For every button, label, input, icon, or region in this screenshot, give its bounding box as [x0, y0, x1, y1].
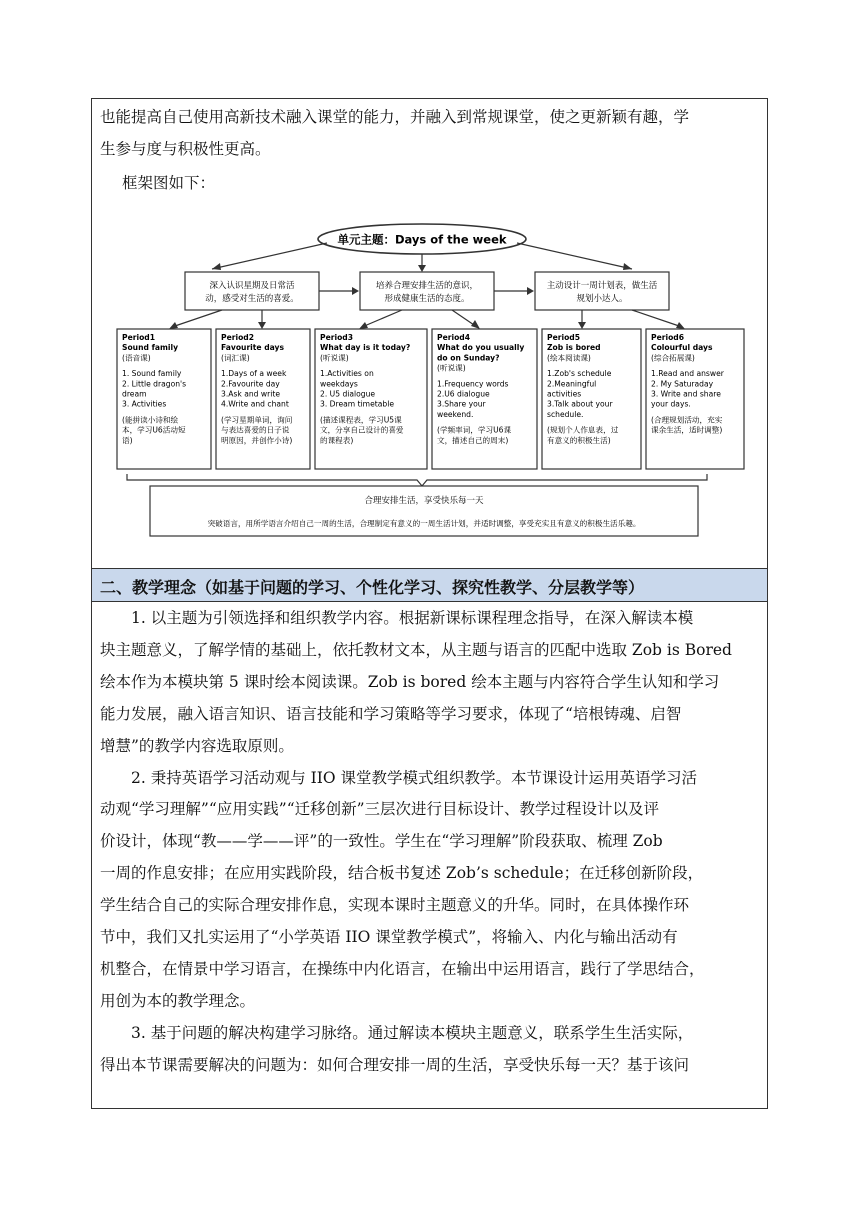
period-6-line: 3. Write and share [651, 389, 721, 399]
summary-text: 突破语言，用所学语言介绍自己一周的生活，合理制定有意义的一周生活计划，并适时调整，享受充实且有意义的积极生活乐趣。 [207, 519, 641, 528]
section-2-line: 增慧”的教学内容选取原则。 [100, 736, 294, 755]
period-5-line: (绘本阅读课) [547, 353, 591, 363]
section-2-line: 价设计，体现“教——学——评”的一致性。学生在“学习理解”阶段获取、梳理 Zob [100, 832, 663, 851]
period-2-line: 2.Favourite day [221, 379, 280, 389]
period-1-line: Sound family [122, 343, 179, 353]
period-2-line: 明原因，并创作小诗) [221, 435, 293, 445]
section-2-line: 一周的作息安排；在应用实践阶段，结合板书复述 Zob’s schedule；在迁移创新阶段， [100, 864, 704, 883]
section-2-line: 块主题意义，了解学情的基础上，依托教材文本，从主题与语言的匹配中选取 Zob is Bored [100, 640, 732, 659]
framework-diagram [112, 219, 724, 554]
period-5-line: activities [547, 389, 582, 399]
period-6-line: your days. [651, 399, 691, 409]
period-4-line: do on Sunday? [437, 353, 500, 363]
period-6-line: (综合拓展课) [651, 353, 695, 363]
period-2-line: 3.Ask and write [221, 389, 280, 399]
period-6-line: Colourful days [651, 343, 713, 353]
period-4-line: 2.U6 dialogue [437, 389, 490, 399]
period-3-line: What day is it today? [320, 343, 411, 353]
theme-text: 单元主题：Days of the week [337, 232, 507, 247]
period-6-line: (合理规划活动，充实 [651, 415, 723, 425]
section-2-heading: 二、教学理念（如基于问题的学习、个性化学习、探究性教学、分层教学等） [100, 578, 645, 597]
period-5-line: 2.Meaningful [547, 379, 597, 389]
period-4-line: 文，描述自己的周末) [437, 435, 509, 445]
period-2-line: (学习星期单词，询问 [221, 415, 293, 425]
goal-2-line-2: 形成健康生活的态度。 [384, 294, 470, 304]
period-2-line: 4.Write and chant [221, 399, 289, 409]
period-5-line: (规划个人作息表，过 [547, 425, 619, 435]
period-2-line: 与表达喜爱的日子说 [221, 425, 290, 435]
period-5-line: schedule. [547, 409, 584, 419]
goal-1-line-2: 动，感受对生活的喜爱。 [205, 294, 299, 304]
period-3-line: Period3 [320, 333, 354, 342]
period-5-line: 有意义的积极生活) [547, 435, 611, 445]
section-2-line: 得出本节课需要解决的问题为：如何合理安排一周的生活，享受快乐每一天？基于该问 [100, 1055, 690, 1074]
period-3-line: 1.Activities on [320, 369, 374, 379]
section-2-line: 用创为本的教学理念。 [100, 991, 256, 1010]
section-2-line: 2. 秉持英语学习活动观与 IIO 课堂教学模式组织教学。本节课设计运用英语学习活 [100, 768, 698, 787]
period-1-line: 1. Sound family [122, 369, 182, 379]
goal-3-line-1: 主动设计一周计划表，做生活 [546, 281, 658, 291]
summary-title: 合理安排生活，享受快乐每一天 [364, 496, 484, 506]
period-4-line: What do you usually [437, 343, 525, 353]
section-2-line: 动观“学习理解”“应用实践”“迁移创新”三层次进行目标设计、教学过程设计以及评 [100, 800, 660, 819]
period-2-line: 1.Days of a week [221, 369, 287, 379]
intro-paragraph [100, 101, 762, 165]
document-table [91, 98, 768, 1109]
summary-box [150, 486, 698, 536]
period-1-line: dream [122, 389, 147, 399]
period-1-line: Period1 [122, 333, 156, 342]
goal-3-line-2: 规划小达人。 [576, 294, 628, 304]
period-4-line: 3.Share your [437, 399, 486, 409]
period-6-line: 课余生活，适时调整) [651, 425, 723, 435]
section-2-line: 3. 基于问题的解决构建学习脉络。通过解读本模块主题意义，联系学生生活实际， [100, 1023, 694, 1042]
goal-box-2 [360, 272, 494, 310]
section-2-line: 学生结合自己的实际合理安排作息，实现本课时主题意义的升华。同时，在具体操作环 [100, 896, 690, 915]
goal-1-line-1: 深入认识星期及日常活 [209, 281, 295, 291]
section-2-line: 能力发展，融入语言知识、语言技能和学习策略等学习要求，体现了“培根铸魂、启智 [100, 704, 682, 723]
period-3-line: (描述课程表，学习U5课 [320, 415, 402, 425]
period-3-line: 3. Dream timetable [320, 399, 394, 409]
section-2-line: 1. 以主题为引领选择和组织教学内容。根据新课标课程理念指导，在深入解读本模 [100, 609, 694, 627]
section-2-heading-cell [92, 568, 767, 602]
period-3-line: weekdays [320, 379, 358, 389]
period-1-line: (能拼读小诗和绘 [122, 415, 179, 425]
period-5-line: 1.Zob's schedule [547, 369, 612, 379]
period-6-line: 2. My Saturaday [651, 379, 714, 389]
period-5-line: 3.Talk about your [547, 399, 613, 409]
section-2-line: 节中，我们又扎实运用了“小学英语 IIO 课堂教学模式”，将输入、内化与输出活动有 [100, 928, 678, 946]
intro-line-1: 也能提高自己使用高新技术融入课堂的能力，并融入到常规课堂，使之更新颖有趣，学 [100, 108, 690, 126]
goal-box-3 [535, 272, 669, 310]
period-5-line: Zob is bored [547, 343, 601, 353]
period-6-line: 1.Read and answer [651, 369, 724, 379]
period-4-line: (学频率词，学习U6课 [437, 425, 512, 435]
period-2-line: Favourite days [221, 343, 285, 353]
period-5-line: Period5 [547, 333, 581, 342]
period-3-line: 2. U5 dialogue [320, 389, 376, 399]
section-2-line: 机整合，在情景中学习语言，在操练中内化语言，在输出中运用语言，践行了学思结合， [100, 959, 705, 978]
period-4-line: weekend. [437, 409, 474, 419]
period-2-line: (词汇课) [221, 353, 250, 363]
period-3-line: 的课程表) [320, 435, 354, 445]
period-1-line: 语) [122, 435, 133, 445]
framework-label: 框架图如下： [122, 174, 216, 192]
period-1-line: 2. Little dragon's [122, 379, 187, 389]
period-4-line: 1.Frequency words [437, 379, 509, 389]
section-2-line: 绘本作为本模块第 5 课时绘本阅读课。Zob is bored 绘本主题与内容符合学生认知和学习 [100, 672, 720, 691]
goal-box-1 [185, 272, 319, 310]
period-1-line: 本，学习U6活动短 [122, 425, 186, 435]
period-6-line: Period6 [651, 333, 685, 342]
period-2-line: Period2 [221, 333, 255, 342]
goal-2-line-1: 培养合理安排生活的意识， [375, 281, 479, 291]
period-3-line: 文，分享自己设计的喜爱 [320, 425, 404, 435]
period-4-line: (听说课) [437, 363, 466, 373]
framework-cell [92, 99, 767, 568]
period-1-line: (语音课) [122, 353, 151, 363]
period-3-line: (听说课) [320, 353, 349, 363]
intro-line-2: 生参与度与积极性更高。 [100, 140, 271, 158]
period-1-line: 3. Activities [122, 399, 167, 409]
period-4-line: Period4 [437, 333, 471, 342]
